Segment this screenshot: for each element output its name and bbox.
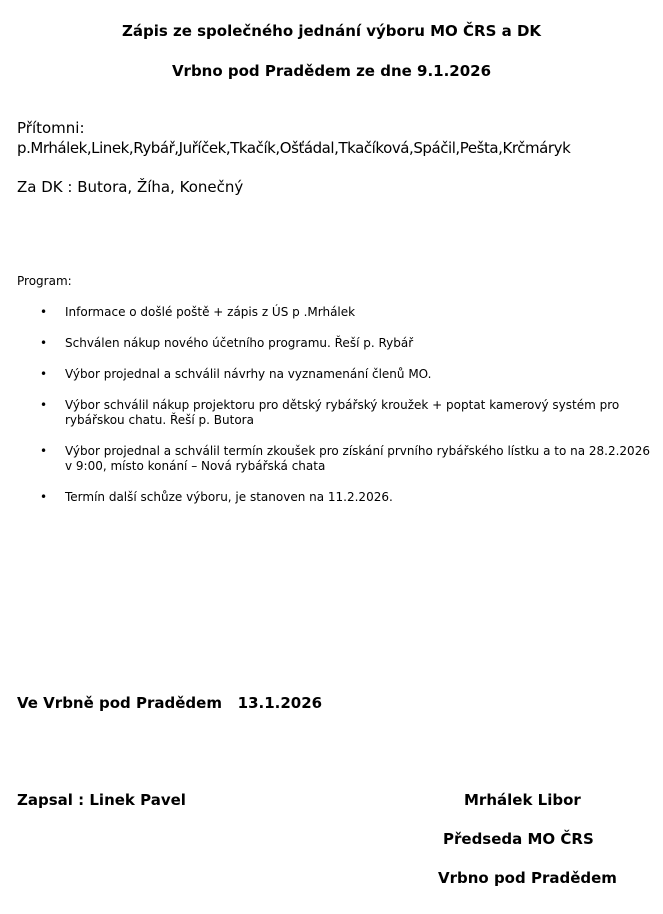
program-item-text: Výbor projednal a schválil návrhy na vyznamenání členů MO. (65, 367, 432, 381)
program-item-text: Termín další schůze výboru, je stanoven na 11.2.2026. (65, 490, 393, 504)
program-item-text: Informace o došlé poště + zápis z ÚS p .Mrhálek (65, 305, 356, 319)
program-item (0, 398, 663, 428)
bullet-icon: • (40, 398, 48, 412)
dk-members: Za DK : Butora, Žíha, Konečný (17, 178, 244, 196)
program-item (0, 305, 663, 320)
bullet-icon: • (40, 367, 48, 381)
program-item-text: Schválen nákup nového účetního programu. Řeší p. Rybář (65, 336, 414, 350)
bullet-icon: • (40, 336, 48, 350)
present-label: Přítomni: (17, 119, 85, 137)
signatory-name: Mrhálek Libor (464, 791, 581, 809)
present-names: p.Mrhálek,Linek,Rybář,Juříček,Tkačík,Ošťádal,Tkačíková,Spáčil,Pešta,Krčmáryk (17, 139, 571, 157)
document-title: Zápis ze společného jednání výboru MO ČRS a DK (121, 22, 542, 40)
signatory-place: Vrbno pod Pradědem (438, 869, 617, 887)
program-item-text: Výbor schválil nákup projektoru pro dětský rybářský kroužek + poptat kamerový systém pro rybářskou chatu. Řeší p. Butora (65, 398, 620, 427)
program-label: Program: (17, 274, 72, 288)
program-item-text: Výbor projednal a schválil termín zkoušek pro získání prvního rybářského lístku a to na 28.2.2026 v 9:00, místo konání – Nová rybářská chata (65, 444, 650, 473)
program-item (0, 367, 663, 382)
place-and-date: Ve Vrbně pod Pradědem 13.1.2026 (17, 694, 323, 712)
program-item (0, 444, 663, 474)
signatory-role: Předseda MO ČRS (443, 830, 594, 848)
program-item (0, 490, 663, 505)
recorded-by: Zapsal : Linek Pavel (17, 791, 186, 809)
bullet-icon: • (40, 444, 48, 458)
program-list (0, 305, 663, 521)
bullet-icon: • (40, 490, 48, 504)
bullet-icon: • (40, 305, 48, 319)
program-item (0, 336, 663, 351)
document-subtitle: Vrbno pod Pradědem ze dne 9.1.2026 (171, 62, 492, 80)
